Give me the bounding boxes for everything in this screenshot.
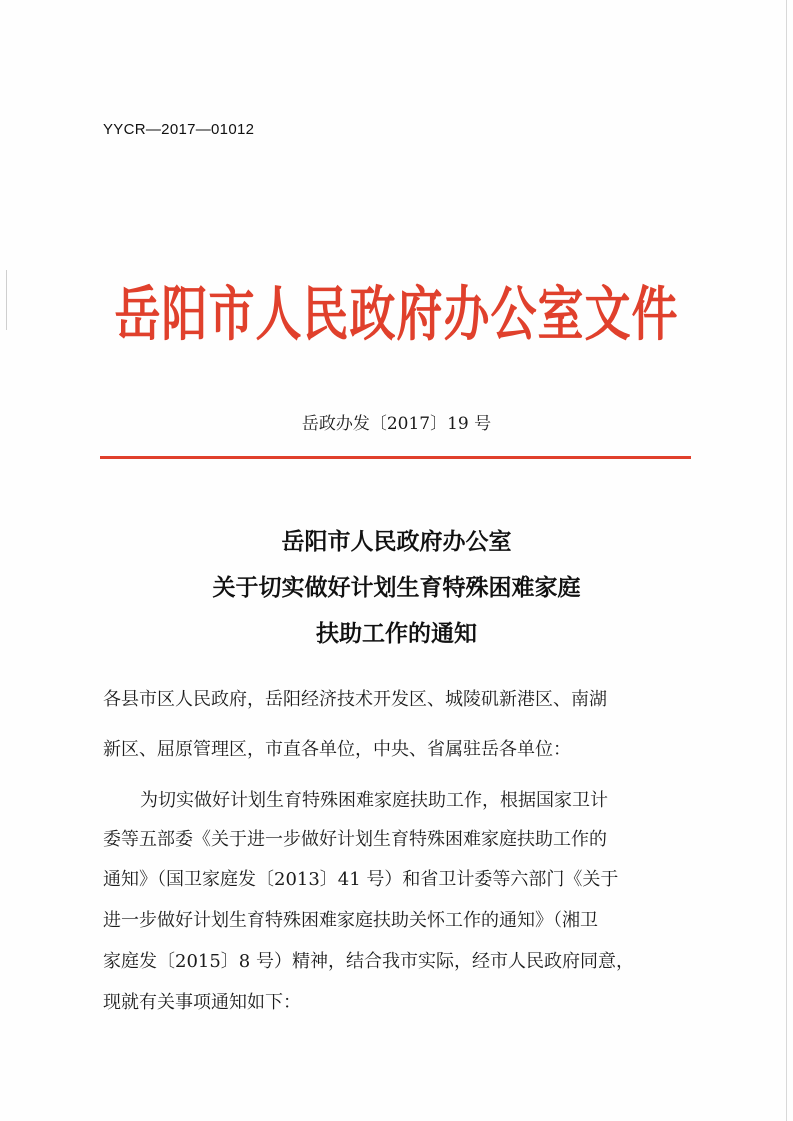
body-line: 现就有关事项通知如下： [103, 992, 301, 1013]
document-code: YYCR—2017—01012 [103, 121, 255, 138]
notice-title-line-3: 扶助工作的通知 [316, 621, 477, 647]
body-line: 通知》（国卫家庭发〔2013〕41 号）和省卫计委等六部门《关于 [103, 869, 619, 890]
document-number: 岳政办发〔2017〕19 号 [301, 414, 492, 434]
notice-title-line-1: 岳阳市人民政府办公室 [281, 529, 512, 555]
red-divider-rule [100, 456, 691, 459]
scan-edge [786, 0, 787, 1121]
body-line: 委等五部委《关于进一步做好计划生育特殊困难家庭扶助工作的 [103, 829, 607, 850]
body-line-addressee-1: 各县市区人民政府，岳阳经济技术开发区、城陵矶新港区、南湖 [103, 689, 607, 710]
masthead-title: 岳阳市人民政府办公室文件 [114, 279, 679, 349]
notice-title-line-2: 关于切实做好计划生育特殊困难家庭 [212, 575, 581, 601]
body-line: 进一步做好计划生育特殊困难家庭扶助关怀工作的通知》（湘卫 [103, 910, 598, 931]
body-line-addressee-2: 新区、屈原管理区，市直各单位，中央、省属驻岳各单位： [103, 739, 571, 760]
body-line: 家庭发〔2015〕8 号）精神，结合我市实际，经市人民政府同意， [103, 951, 634, 972]
body-line-paragraph-start: 为切实做好计划生育特殊困难家庭扶助工作，根据国家卫计 [140, 790, 608, 811]
